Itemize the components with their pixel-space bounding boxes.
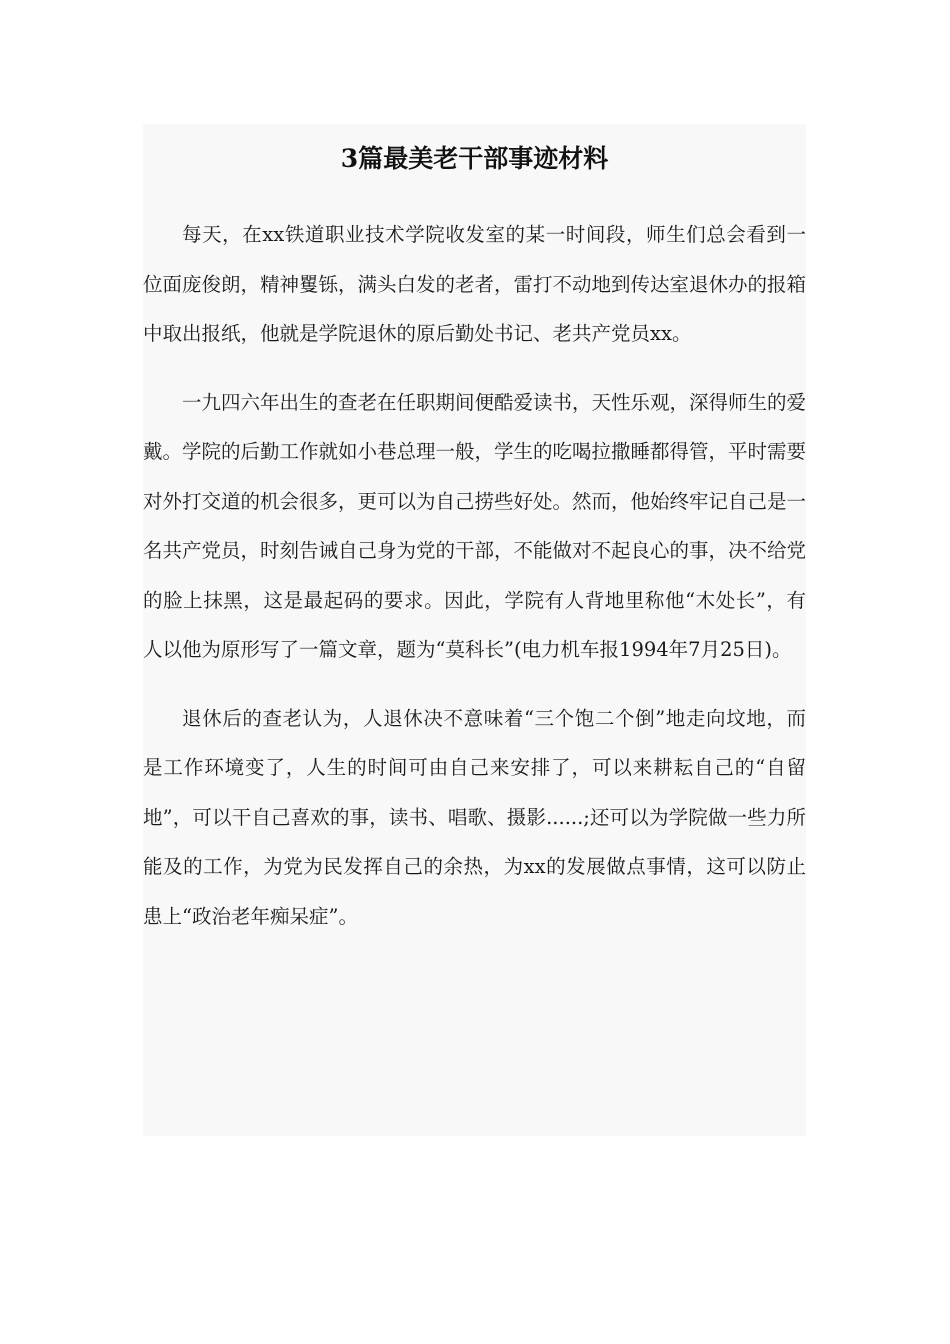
paragraph-3: 退休后的查老认为，人退休决不意味着“三个饱二个倒”地走向坟地，而是工作环境变了，人生的时间可由自己来安排了，可以来耕耘自己的“自留地”，可以干自己喜欢的事，读书、唱歌、摄影......;还可以为学院做一些力所能及的工作，为党为民发挥自己的余热，为xx的发展做点事情，这可以防止患上“政治老年痴呆症”。: [143, 706, 806, 928]
document-title: 3篇最美老干部事迹材料: [340, 144, 609, 173]
article-body: [143, 124, 806, 1136]
paragraph-1: 每天，在xx铁道职业技术学院收发室的某一时间段，师生们总会看到一位面庞俊朗，精神矍铄，满头白发的老者，雷打不动地到传达室退休办的报箱中取出报纸，他就是学院退休的原后勤处书记、老共产党员xx。: [143, 223, 807, 345]
paragraph-2: 一九四六年出生的查老在任职期间便酷爱读书，天性乐观，深得师生的爱戴。学院的后勤工作就如小巷总理一般，学生的吃喝拉撒睡都得管，平时需要对外打交道的机会很多，更可以为自己捞些好处。然而，他始终牢记自己是一名共产党员，时刻告诫自己身为党的干部，不能做对不起良心的事，决不给党的脸上抹黑，这是最起码的要求。因此，学院有人背地里称他“木处长”，有人以他为原形写了一篇文章，题为“莫科长”(电力机车报1994年7月25日)。: [143, 390, 807, 661]
